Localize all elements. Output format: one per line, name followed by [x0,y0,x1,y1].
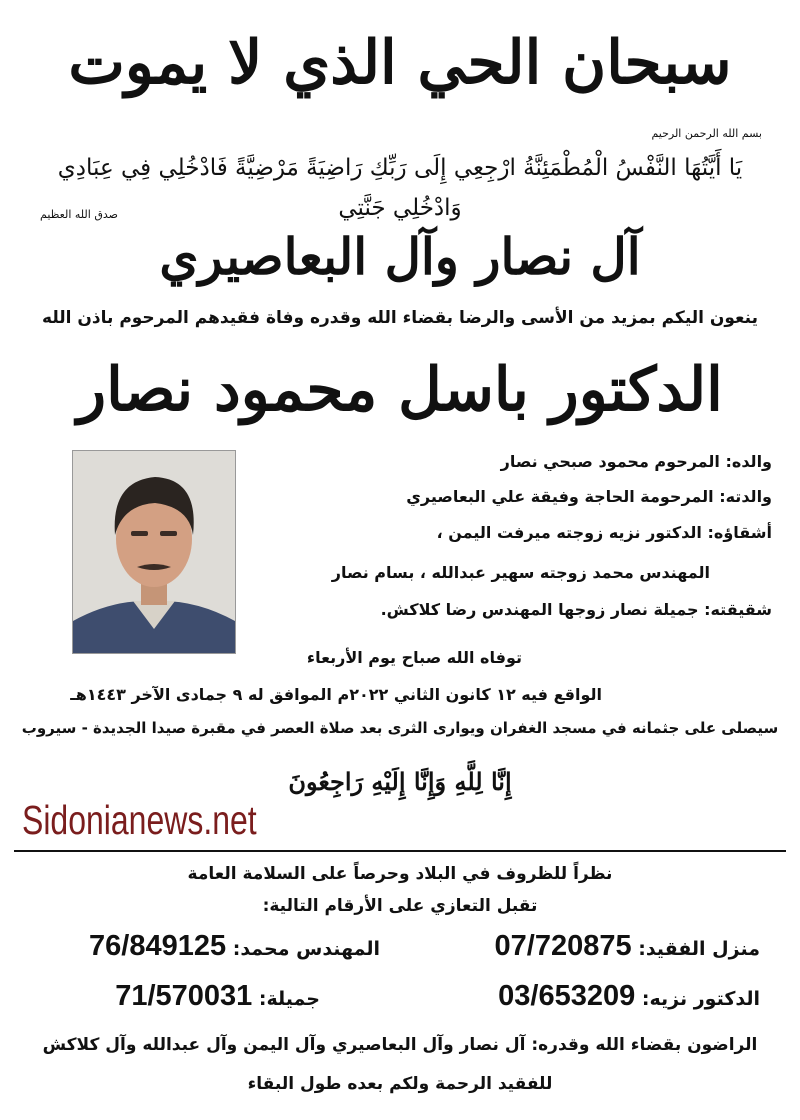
relative-label: شقيقته: [704,600,772,619]
footer-condolence: للفقيد الرحمة ولكم بعده طول البقاء [247,1074,553,1094]
phone-number: 03/653209 [498,980,636,1012]
deceased-name: الدكتور باسل محمود نصار [77,355,723,425]
relative-line-sister [272,600,772,619]
notice-line-2: تقبل التعازي على الأرقام التالية: [262,896,538,916]
phone-number: 71/570031 [115,980,253,1012]
relative-label: والدته: [719,487,772,506]
deceased-photo [72,450,236,654]
relative-line-mother [272,487,772,506]
portrait-image [73,451,235,653]
death-line-3: سيصلى على جثمانه في مسجد الغفران ويوارى الثرى بعد صلاة العصر في مقبرة صيدا الجديدة - سيروب [21,719,779,737]
phone-label: منزل الفقيد: [638,938,760,960]
relative-value: الدكتور نزيه زوجته ميرفت اليمن ، [436,523,702,542]
watermark-text: Sidonianews.net [22,797,257,843]
phone-number: 76/849125 [89,930,227,962]
closing-verse: إِنَّا لِلَّهِ وَإِنَّا إِلَيْهِ رَاجِعُونَ [288,767,512,796]
basmala: بسم الله الرحمن الرحيم [651,127,762,140]
quran-verse: يَا أَيَّتُهَا النَّفْسُ الْمُطْمَئِنَّةُ ارْجِعِي إِلَى رَبِّكِ رَاضِيَةً مَرْضِيَّةً فَادْخُلِي فِي عِبَادِي وَادْخُلِي جَنَّتِي [57,155,743,221]
relative-label: أشقاؤه: [707,523,772,542]
relative-value: المرحوم محمود صبحي نصار [500,452,720,471]
death-line-2: الواقع فيه ١٢ كانون الثاني ٢٠٢٢م الموافق له ٩ جمادى الآخر ١٤٤٣هـ [70,685,602,704]
footer-mourners: الراضون بقضاء الله وقدره: آل نصار وآل البعاصيري وآل اليمن وآل عبدالله وآل كلاكش [42,1035,758,1055]
relative-value: المهندس محمد زوجته سهير عبدالله ، بسام نصار [331,563,710,582]
phone-entry-jamila [115,980,320,1013]
announcement-text: ينعون اليكم بمزيد من الأسى والرضا بقضاء الله وقدره وفاة فقيدهم المرحوم باذن الله [42,308,758,328]
phone-label: المهندس محمد: [232,938,380,960]
death-line-1: توفاه الله صباح يوم الأربعاء [306,648,522,667]
phone-number: 07/720875 [494,930,632,962]
families-heading: آل نصار وآل البعاصيري [159,227,641,286]
relative-line-brothers [272,523,772,542]
relative-value: جميلة نصار زوجها المهندس رضا كلاكش. [380,600,699,619]
relative-value: المرحومة الحاجة وفيقة علي البعاصيري [406,487,714,506]
phone-entry-mohammad [89,930,380,963]
section-divider [14,850,786,852]
phone-entry-home [495,930,760,963]
phone-entry-nazih [498,980,760,1013]
notice-line-1: نظراً للظروف في البلاد وحرصاً على السلامة العامة [187,864,613,884]
relative-line-brothers-cont [210,563,710,582]
relative-label: والده: [725,452,772,471]
phone-label: الدكتور نزيه: [641,988,760,1010]
phone-label: جميلة: [258,988,320,1010]
sadaq-text: صدق الله العظيم [40,208,118,221]
calligraphy-title: سبحان الحي الذي لا يموت [68,28,732,98]
relative-line-father [272,452,772,471]
